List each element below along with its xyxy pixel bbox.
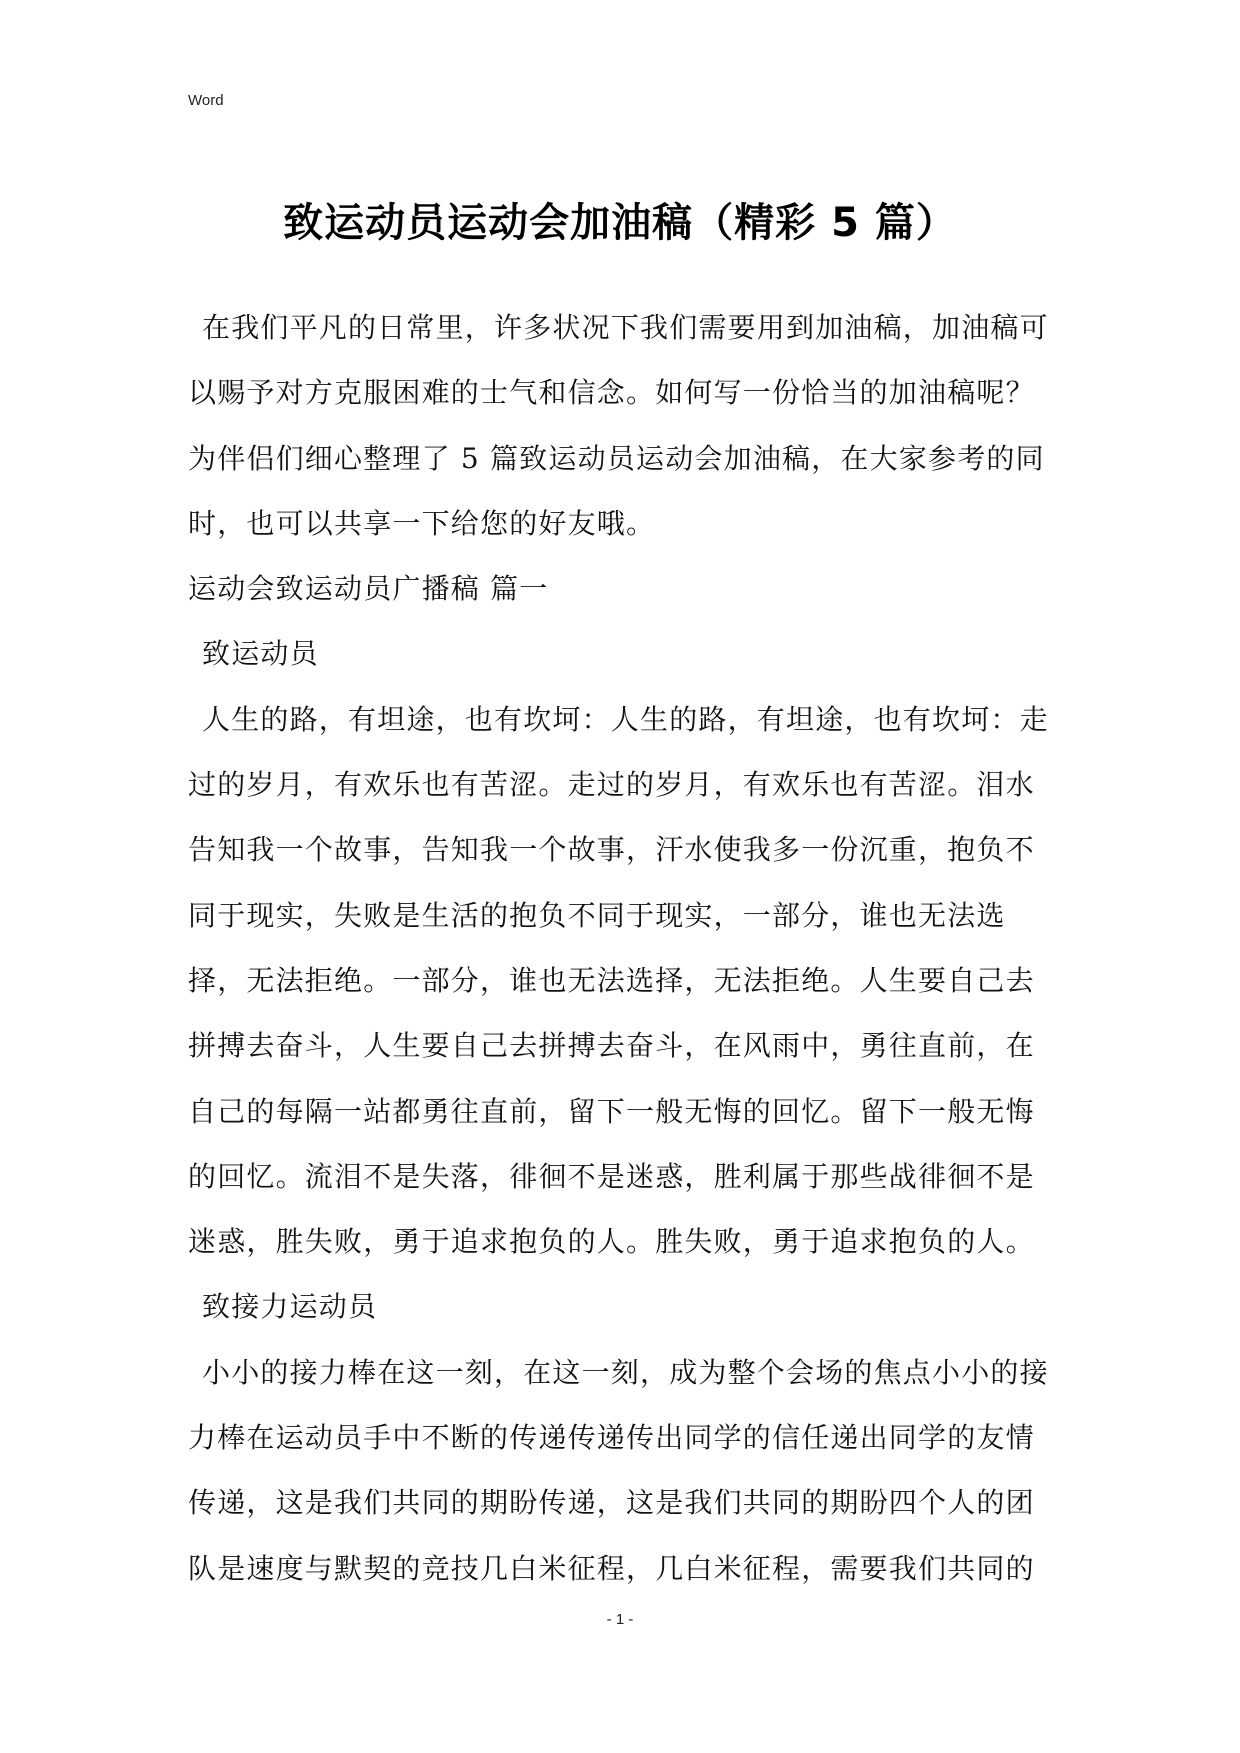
- section-heading: 运动会致运动员广播稿 篇一: [188, 572, 549, 606]
- document-body: [188, 308, 1058, 1614]
- document-title: 致运动员运动会加油稿（精彩 5 篇）: [283, 200, 957, 246]
- body-line: 过的岁月，有欢乐也有苦涩。走过的岁月，有欢乐也有苦涩。泪水: [188, 768, 1035, 802]
- body-line: 迷惑，胜失败，勇于追求抱负的人。胜失败，勇于追求抱负的人。: [188, 1225, 1035, 1259]
- body-line: 自己的每隔一站都勇往直前，留下一般无悔的回忆。留下一般无悔: [188, 1094, 1035, 1128]
- body-line: 小小的接力棒在这一刻，在这一刻，成为整个会场的焦点小小的接: [202, 1355, 1049, 1389]
- body-line: 择，无法拒绝。一部分，谁也无法选择，无法拒绝。人生要自己去: [188, 963, 1035, 997]
- body-line: 同于现实，失败是生活的抱负不同于现实，一部分，谁也无法选: [188, 898, 1006, 932]
- body-line: 在我们平凡的日常里，许多状况下我们需要用到加油稿，加油稿可: [202, 311, 1049, 344]
- body-line: 拼搏去奋斗，人生要自己去拼搏去奋斗，在风雨中，勇往直前，在: [188, 1029, 1035, 1063]
- body-line: 传递，这是我们共同的期盼传递，这是我们共同的期盼四个人的团: [188, 1486, 1035, 1520]
- body-line: 的回忆。流泪不是失落，徘徊不是迷惑，胜利属于那些战徘徊不是: [188, 1159, 1035, 1193]
- body-line: 队是速度与默契的竞技几白米征程，几白米征程，需要我们共同的: [188, 1551, 1035, 1585]
- body-line: 时，也可以共享一下给您的好友哦。: [188, 506, 656, 540]
- body-line: 以赐予对方克服困难的士气和信念。如何写一份恰当的加油稿呢？: [188, 376, 1035, 410]
- body-line: 人生的路，有坦途，也有坎坷：人生的路，有坦途，也有坎坷：走: [202, 702, 1049, 736]
- page-number: - 1 -: [606, 1611, 634, 1628]
- sub-heading: 致运动员: [202, 637, 319, 671]
- body-line: 告知我一个故事，告知我一个故事，汗水使我多一份沉重，抱负不: [188, 833, 1035, 867]
- body-line: 力棒在运动员手中不断的传递传递传出同学的信任递出同学的友情: [188, 1421, 1035, 1455]
- header-label: Word: [188, 92, 224, 109]
- body-line: 为伴侣们细心整理了 5 篇致运动员运动会加油稿，在大家参考的同: [188, 441, 1045, 475]
- sub-heading: 致接力运动员: [202, 1290, 378, 1324]
